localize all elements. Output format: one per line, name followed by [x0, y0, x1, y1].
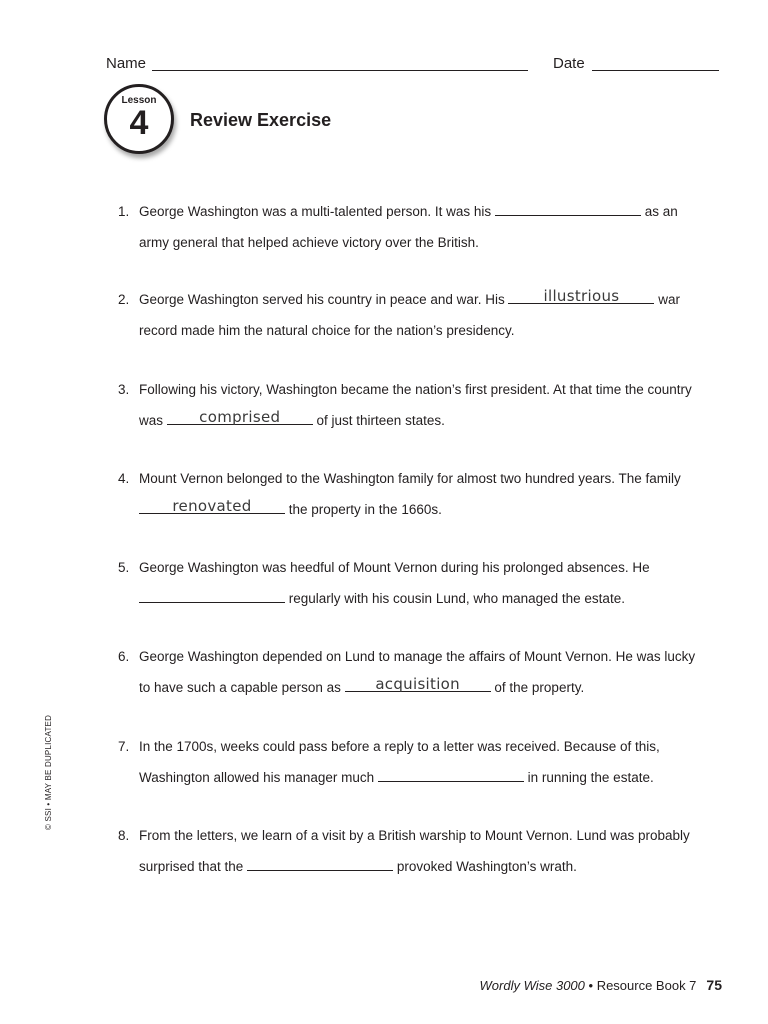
answer-blank[interactable]: [167, 409, 313, 425]
item-text-after: of the property.: [490, 680, 585, 695]
item-number: 7.: [118, 739, 130, 754]
item-number: 3.: [118, 382, 130, 397]
answer-blank[interactable]: [508, 288, 654, 304]
item-text-after: in running the estate.: [523, 770, 654, 785]
item-number: 6.: [118, 649, 130, 664]
exercise-item-3: [118, 374, 708, 436]
page-number: 75: [706, 977, 722, 993]
item-number: 8.: [118, 828, 130, 843]
item-text-after: the property in the 1660s.: [285, 502, 442, 517]
item-number: 5.: [118, 560, 130, 575]
item-text-before: George Washington served his country in peace and war. His: [139, 292, 509, 307]
handwritten-answer: comprised: [199, 408, 281, 426]
exercise-item-8: [118, 820, 708, 882]
date-label: Date: [553, 55, 585, 72]
page-title: Review Exercise: [190, 110, 332, 130]
item-text-before: Following his victory, Washington became the nation’s first president. At that time the country was: [139, 382, 692, 428]
item-text-after: regularly with his cousin Lund, who managed the estate.: [285, 591, 625, 606]
exercise-item-2: [118, 284, 708, 346]
item-number: 2.: [118, 292, 130, 307]
item-text-before: In the 1700s, weeks could pass before a reply to a letter was received. Because of this, Washington allowed his manager much: [139, 739, 660, 785]
item-text-before: George Washington was heedful of Mount Vernon during his prolonged absences. He: [139, 560, 650, 575]
footer-separator: •: [584, 978, 597, 993]
answer-blank[interactable]: [345, 676, 491, 692]
resource-book: Resource Book 7: [596, 978, 697, 993]
page-footer: [480, 977, 722, 993]
item-text-before: George Washington was a multi-talented person. It was his: [139, 204, 495, 219]
handwritten-answer: renovated: [172, 497, 252, 515]
lesson-number: 4: [129, 104, 149, 142]
answer-blank[interactable]: [378, 766, 524, 782]
exercise-item-4: [118, 463, 708, 525]
handwritten-answer: illustrious: [543, 287, 620, 305]
item-text-after: as an army general that helped achieve victory over the British.: [139, 204, 678, 250]
item-text-after: of just thirteen states.: [312, 413, 445, 428]
lesson-label: Lesson: [121, 95, 157, 106]
item-number: 4.: [118, 471, 130, 486]
item-text-after: war record made him the natural choice for the nation’s presidency.: [139, 292, 680, 338]
item-text-after: provoked Washington’s wrath.: [393, 859, 577, 874]
exercise-item-6: [118, 641, 708, 703]
name-field[interactable]: [152, 70, 528, 71]
exercise-item-5: [118, 552, 708, 614]
item-text-before: Mount Vernon belonged to the Washington family for almost two hundred years. The family: [139, 471, 681, 486]
book-title: Wordly Wise 3000: [479, 978, 585, 993]
answer-blank[interactable]: [495, 200, 641, 216]
answer-blank[interactable]: [247, 855, 393, 871]
name-label: Name: [106, 55, 147, 72]
handwritten-answer: acquisition: [375, 675, 460, 693]
exercise-item-1: [118, 196, 708, 258]
answer-blank[interactable]: [139, 498, 285, 514]
item-text-before: George Washington depended on Lund to manage the affairs of Mount Vernon. He was lucky to have such a capable person as: [139, 649, 696, 695]
lesson-badge: [104, 84, 174, 154]
answer-blank[interactable]: [139, 587, 285, 603]
copyright-note: © SSI • MAY BE DUPLICATED: [44, 714, 53, 830]
date-field[interactable]: [592, 70, 719, 71]
item-text-before: From the letters, we learn of a visit by a British warship to Mount Vernon. Lund was probably surprised that the: [139, 828, 690, 874]
exercise-item-7: [118, 731, 708, 793]
item-number: 1.: [118, 204, 130, 219]
